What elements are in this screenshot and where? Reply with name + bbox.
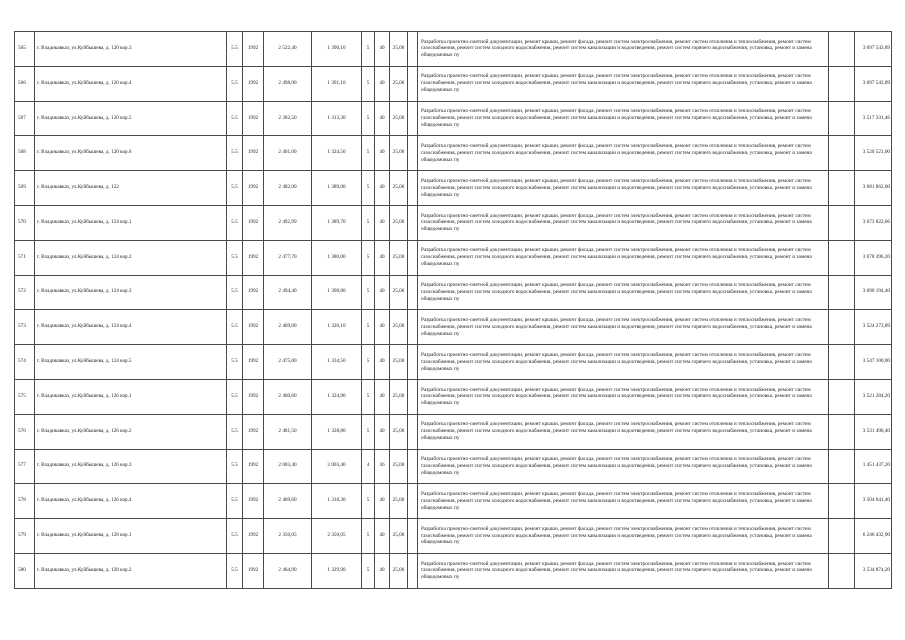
rate-cell: 25,00 [390, 484, 408, 519]
wall-material-cell: 5.5 [227, 414, 243, 449]
cost-cell: 3 524 273,89 [855, 310, 892, 345]
cost-cell: 6 246 432,90 [855, 519, 892, 554]
apartments-cell: 40 [375, 519, 390, 554]
cost-cell: 3 531 490,40 [855, 414, 892, 449]
empty-cell [829, 414, 855, 449]
empty-cell [829, 275, 855, 310]
floors-cell: 5 [362, 136, 375, 171]
total-area-cell: 2 382,50 [264, 101, 312, 136]
row-number: 576 [15, 414, 35, 449]
living-area-cell: 1 329,90 [312, 553, 362, 588]
living-area-cell: 1 389,70 [312, 205, 362, 240]
table-row [15, 240, 892, 275]
year-cell: 1992 [243, 275, 264, 310]
floors-cell: 5 [362, 310, 375, 345]
living-area-cell: 1 313,30 [312, 101, 362, 136]
wall-material-cell: 5.5 [227, 66, 243, 101]
row-number: 566 [15, 66, 35, 101]
cost-cell: 3 697 543,89 [855, 32, 892, 67]
address-cell: г. Владикавказ, ул.Куйбышева, д. 122 [35, 171, 227, 206]
empty-cell [829, 519, 855, 554]
address-cell: г. Владикавказ, ул.Куйбышева, д. 124 кор.5 [35, 345, 227, 380]
apartments-cell: 40 [375, 275, 390, 310]
year-cell: 1992 [243, 345, 264, 380]
apartments-cell: 40 [375, 101, 390, 136]
empty-cell [408, 449, 418, 484]
floors-cell: 5 [362, 553, 375, 588]
empty-cell [829, 240, 855, 275]
empty-cell [408, 32, 418, 67]
total-area-cell: 2 498,00 [264, 66, 312, 101]
row-number: 571 [15, 240, 35, 275]
year-cell: 1992 [243, 171, 264, 206]
row-number: 570 [15, 205, 35, 240]
works-cell: Разработка проектно-сметной документации, ремонт крыши, ремонт фасада, ремонт систем электроснабжения, ремонт систем отопления и теплоснабжения, ремонт систем газоснабжения, ремонт систем холодного водоснабжения, ремонт систем канализации и водоотведения, ремонт систем горячего водоснабжения, установка, ремонт и замена общедомовых пу [418, 484, 829, 519]
living-area-cell: 2 003,40 [312, 449, 362, 484]
cost-cell: 3 534 874,20 [855, 553, 892, 588]
table-row [15, 310, 892, 345]
empty-cell [408, 136, 418, 171]
apartments-cell: 36 [375, 449, 390, 484]
works-cell: Разработка проектно-сметной документации, ремонт крыши, ремонт фасада, ремонт систем электроснабжения, ремонт систем отопления и теплоснабжения, ремонт систем газоснабжения, ремонт систем холодного водоснабжения, ремонт систем канализации и водоотведения, ремонт систем горячего водоснабжения, установка, ремонт и замена общедомовых пу [418, 32, 829, 67]
living-area-cell: 1 326,10 [312, 310, 362, 345]
capital-repair-table [14, 31, 892, 589]
address-cell: г. Владикавказ, ул.Куйбышева, д. 120 кор.5 [35, 101, 227, 136]
address-cell: г. Владикавказ, ул.Куйбышева, д. 128 кор.1 [35, 519, 227, 554]
cost-cell: 3 520 521,00 [855, 136, 892, 171]
cost-cell: 3 697 543,89 [855, 66, 892, 101]
empty-cell [408, 379, 418, 414]
rate-cell: 25,00 [390, 240, 408, 275]
empty-cell [829, 66, 855, 101]
wall-material-cell: 5.5 [227, 449, 243, 484]
table-row [15, 519, 892, 554]
rate-cell: 25,00 [390, 275, 408, 310]
apartments-cell: 40 [375, 32, 390, 67]
floors-cell: 5 [362, 414, 375, 449]
table-row [15, 101, 892, 136]
works-cell: Разработка проектно-сметной документации, ремонт крыши, ремонт фасада, ремонт систем электроснабжения, ремонт систем отопления и теплоснабжения, ремонт систем газоснабжения, ремонт систем холодного водоснабжения, ремонт систем канализации и водоотведения, ремонт систем горячего водоснабжения, установка, ремонт и замена общедомовых пу [418, 171, 829, 206]
year-cell: 1992 [243, 414, 264, 449]
apartments-cell: 40 [375, 553, 390, 588]
empty-cell [829, 32, 855, 67]
works-cell: Разработка проектно-сметной документации, ремонт крыши, ремонт фасада, ремонт систем электроснабжения, ремонт систем отопления и теплоснабжения, ремонт систем газоснабжения, ремонт систем холодного водоснабжения, ремонт систем канализации и водоотведения, ремонт систем горячего водоснабжения, установка, ремонт и замена общедомовых пу [418, 101, 829, 136]
living-area-cell: 1 380,00 [312, 240, 362, 275]
empty-cell [829, 205, 855, 240]
cost-cell: 1 451 437,20 [855, 449, 892, 484]
floors-cell: 5 [362, 32, 375, 67]
address-cell: г. Владикавказ, ул.Куйбышева, д. 126 кор.4 [35, 484, 227, 519]
table-row [15, 379, 892, 414]
table-row [15, 136, 892, 171]
empty-cell [408, 171, 418, 206]
row-number: 573 [15, 310, 35, 345]
empty-cell [408, 275, 418, 310]
living-area-cell: 1 391,10 [312, 66, 362, 101]
total-area-cell: 2 481,50 [264, 414, 312, 449]
empty-cell [829, 449, 855, 484]
works-cell: Разработка проектно-сметной документации, ремонт крыши, ремонт фасада, ремонт систем электроснабжения, ремонт систем отопления и теплоснабжения, ремонт систем газоснабжения, ремонт систем холодного водоснабжения, ремонт систем канализации и водоотведения, ремонт систем горячего водоснабжения, установка, ремонт и замена общедомовых пу [418, 519, 829, 554]
living-area-cell: 1 324,50 [312, 136, 362, 171]
wall-material-cell: 5.5 [227, 379, 243, 414]
rate-cell: 25,00 [390, 66, 408, 101]
rate-cell: 25,00 [390, 345, 408, 380]
table-row [15, 553, 892, 588]
wall-material-cell: 5.5 [227, 171, 243, 206]
floors-cell: 5 [362, 484, 375, 519]
address-cell: г. Владикавказ, ул.Куйбышева, д. 124 кор.4 [35, 310, 227, 345]
address-cell: г. Владикавказ, ул.Куйбышева, д. 126 кор.1 [35, 379, 227, 414]
address-cell: г. Владикавказ, ул.Куйбышева, д. 120 кор.6 [35, 136, 227, 171]
works-cell: Разработка проектно-сметной документации, ремонт крыши, ремонт фасада, ремонт систем электроснабжения, ремонт систем отопления и теплоснабжения, ремонт систем газоснабжения, ремонт систем холодного водоснабжения, ремонт систем канализации и водоотведения, ремонт систем горячего водоснабжения, установка, ремонт и замена общедомовых пу [418, 275, 829, 310]
total-area-cell: 2 477,70 [264, 240, 312, 275]
empty-cell [829, 553, 855, 588]
row-number: 580 [15, 553, 35, 588]
year-cell: 1992 [243, 101, 264, 136]
address-cell: г. Владикавказ, ул.Куйбышева, д. 124 кор.2 [35, 240, 227, 275]
total-area-cell: 2 469,60 [264, 484, 312, 519]
wall-material-cell: 5.5 [227, 205, 243, 240]
address-cell: г. Владикавказ, ул.Куйбышева, д. 126 кор.3 [35, 449, 227, 484]
year-cell: 1992 [243, 66, 264, 101]
living-area-cell: 1 334,50 [312, 345, 362, 380]
address-cell: г. Владикавказ, ул.Куйбышева, д. 124 кор.3 [35, 275, 227, 310]
wall-material-cell: 5.5 [227, 310, 243, 345]
cost-cell: 3 504 041,40 [855, 484, 892, 519]
works-cell: Разработка проектно-сметной документации, ремонт крыши, ремонт фасада, ремонт систем электроснабжения, ремонт систем отопления и теплоснабжения, ремонт систем газоснабжения, ремонт систем холодного водоснабжения, ремонт систем канализации и водоотведения, ремонт систем горячего водоснабжения, установка, ремонт и замена общедомовых пу [418, 449, 829, 484]
apartments-cell: 40 [375, 345, 390, 380]
row-number: 574 [15, 345, 35, 380]
table-row [15, 275, 892, 310]
rate-cell: 25,00 [390, 171, 408, 206]
floors-cell: 4 [362, 449, 375, 484]
year-cell: 1992 [243, 32, 264, 67]
floors-cell: 5 [362, 379, 375, 414]
cost-cell: 3 521 284,20 [855, 379, 892, 414]
wall-material-cell: 5.5 [227, 136, 243, 171]
rate-cell: 25,00 [390, 449, 408, 484]
cost-cell: 3 673 822,66 [855, 205, 892, 240]
rate-cell: 25,00 [390, 32, 408, 67]
row-number: 578 [15, 484, 35, 519]
empty-cell [829, 484, 855, 519]
works-cell: Разработка проектно-сметной документации, ремонт крыши, ремонт фасада, ремонт систем электроснабжения, ремонт систем отопления и теплоснабжения, ремонт систем газоснабжения, ремонт систем холодного водоснабжения, ремонт систем канализации и водоотведения, ремонт систем горячего водоснабжения, установка, ремонт и замена общедомовых пу [418, 414, 829, 449]
year-cell: 1992 [243, 310, 264, 345]
rate-cell: 25,00 [390, 310, 408, 345]
table-row [15, 345, 892, 380]
wall-material-cell: 5.5 [227, 484, 243, 519]
wall-material-cell: 5.5 [227, 345, 243, 380]
table-row [15, 32, 892, 67]
living-area-cell: 2 350,05 [312, 519, 362, 554]
rate-cell: 25,00 [390, 414, 408, 449]
row-number: 569 [15, 171, 35, 206]
empty-cell [829, 345, 855, 380]
year-cell: 1992 [243, 484, 264, 519]
cost-cell: 3 517 331,46 [855, 101, 892, 136]
empty-cell [408, 310, 418, 345]
works-cell: Разработка проектно-сметной документации, ремонт крыши, ремонт фасада, ремонт систем электроснабжения, ремонт систем отопления и теплоснабжения, ремонт систем газоснабжения, ремонт систем холодного водоснабжения, ремонт систем канализации и водоотведения, ремонт систем горячего водоснабжения, установка, ремонт и замена общедомовых пу [418, 240, 829, 275]
rate-cell: 25,00 [390, 379, 408, 414]
floors-cell: 5 [362, 275, 375, 310]
row-number: 565 [15, 32, 35, 67]
works-cell: Разработка проектно-сметной документации, ремонт крыши, ремонт фасада, ремонт систем электроснабжения, ремонт систем отопления и теплоснабжения, ремонт систем газоснабжения, ремонт систем холодного водоснабжения, ремонт систем канализации и водоотведения, ремонт систем горячего водоснабжения, установка, ремонт и замена общедомовых пу [418, 310, 829, 345]
year-cell: 1992 [243, 379, 264, 414]
works-cell: Разработка проектно-сметной документации, ремонт крыши, ремонт фасада, ремонт систем электроснабжения, ремонт систем отопления и теплоснабжения, ремонт систем газоснабжения, ремонт систем холодного водоснабжения, ремонт систем канализации и водоотведения, ремонт систем горячего водоснабжения, установка, ремонт и замена общедомовых пу [418, 66, 829, 101]
empty-cell [408, 101, 418, 136]
apartments-cell: 40 [375, 484, 390, 519]
wall-material-cell: 5.5 [227, 101, 243, 136]
empty-cell [829, 101, 855, 136]
floors-cell: 5 [362, 240, 375, 275]
empty-cell [408, 414, 418, 449]
total-area-cell: 2 464,90 [264, 553, 312, 588]
wall-material-cell: 5.5 [227, 240, 243, 275]
living-area-cell: 1 324,90 [312, 379, 362, 414]
total-area-cell: 2 482,00 [264, 171, 312, 206]
empty-cell [829, 136, 855, 171]
empty-cell [408, 66, 418, 101]
empty-cell [829, 171, 855, 206]
cost-cell: 3 547 100,00 [855, 345, 892, 380]
total-area-cell: 2 494,40 [264, 275, 312, 310]
rate-cell: 25,00 [390, 519, 408, 554]
cost-cell: 3 681 862,00 [855, 171, 892, 206]
table-row [15, 205, 892, 240]
table-row [15, 66, 892, 101]
living-area-cell: 1 398,80 [312, 275, 362, 310]
total-area-cell: 2 469,00 [264, 310, 312, 345]
living-area-cell: 1 318,30 [312, 484, 362, 519]
empty-cell [408, 240, 418, 275]
works-cell: Разработка проектно-сметной документации, ремонт крыши, ремонт фасада, ремонт систем электроснабжения, ремонт систем отопления и теплоснабжения, ремонт систем газоснабжения, ремонт систем холодного водоснабжения, ремонт систем канализации и водоотведения, ремонт систем горячего водоснабжения, установка, ремонт и замена общедомовых пу [418, 553, 829, 588]
floors-cell: 5 [362, 66, 375, 101]
year-cell: 1992 [243, 136, 264, 171]
row-number: 577 [15, 449, 35, 484]
apartments-cell: 40 [375, 66, 390, 101]
works-cell: Разработка проектно-сметной документации, ремонт крыши, ремонт фасада, ремонт систем электроснабжения, ремонт систем отопления и теплоснабжения, ремонт систем газоснабжения, ремонт систем холодного водоснабжения, ремонт систем канализации и водоотведения, ремонт систем горячего водоснабжения, установка, ремонт и замена общедомовых пу [418, 205, 829, 240]
total-area-cell: 2 003,40 [264, 449, 312, 484]
total-area-cell: 2 475,00 [264, 345, 312, 380]
empty-cell [829, 379, 855, 414]
empty-cell [408, 484, 418, 519]
floors-cell: 5 [362, 171, 375, 206]
floors-cell: 5 [362, 519, 375, 554]
floors-cell: 5 [362, 345, 375, 380]
total-area-cell: 2 401,00 [264, 136, 312, 171]
apartments-cell: 40 [375, 205, 390, 240]
address-cell: г. Владикавказ, ул.Куйбышева, д. 126 кор.2 [35, 414, 227, 449]
wall-material-cell: 5.5 [227, 519, 243, 554]
year-cell: 1992 [243, 519, 264, 554]
rate-cell: 25,00 [390, 205, 408, 240]
works-cell: Разработка проектно-сметной документации, ремонт крыши, ремонт фасада, ремонт систем электроснабжения, ремонт систем отопления и теплоснабжения, ремонт систем газоснабжения, ремонт систем холодного водоснабжения, ремонт систем канализации и водоотведения, ремонт систем горячего водоснабжения, установка, ремонт и замена общедомовых пу [418, 379, 829, 414]
address-cell: г. Владикавказ, ул.Куйбышева, д. 128 кор.2 [35, 553, 227, 588]
rate-cell: 25,00 [390, 136, 408, 171]
cost-cell: 3 678 396,20 [855, 240, 892, 275]
apartments-cell: 40 [375, 310, 390, 345]
wall-material-cell: 5.5 [227, 553, 243, 588]
year-cell: 1992 [243, 449, 264, 484]
apartments-cell: 40 [375, 379, 390, 414]
empty-cell [408, 519, 418, 554]
works-cell: Разработка проектно-сметной документации, ремонт крыши, ремонт фасада, ремонт систем электроснабжения, ремонт систем отопления и теплоснабжения, ремонт систем газоснабжения, ремонт систем холодного водоснабжения, ремонт систем канализации и водоотведения, ремонт систем горячего водоснабжения, установка, ремонт и замена общедомовых пу [418, 345, 829, 380]
apartments-cell: 40 [375, 414, 390, 449]
table-row [15, 484, 892, 519]
living-area-cell: 1 328,80 [312, 414, 362, 449]
empty-cell [408, 345, 418, 380]
row-number: 572 [15, 275, 35, 310]
works-cell: Разработка проектно-сметной документации, ремонт крыши, ремонт фасада, ремонт систем электроснабжения, ремонт систем отопления и теплоснабжения, ремонт систем газоснабжения, ремонт систем холодного водоснабжения, ремонт систем канализации и водоотведения, ремонт систем горячего водоснабжения, установка, ремонт и замена общедомовых пу [418, 136, 829, 171]
living-area-cell: 1 389,00 [312, 171, 362, 206]
wall-material-cell: 5.5 [227, 275, 243, 310]
apartments-cell: 40 [375, 240, 390, 275]
table-body [15, 32, 892, 589]
rate-cell: 25,00 [390, 553, 408, 588]
row-number: 579 [15, 519, 35, 554]
empty-cell [408, 205, 418, 240]
apartments-cell: 40 [375, 171, 390, 206]
table-row [15, 414, 892, 449]
row-number: 568 [15, 136, 35, 171]
apartments-cell: 40 [375, 136, 390, 171]
row-number: 575 [15, 379, 35, 414]
year-cell: 1992 [243, 553, 264, 588]
total-area-cell: 2 522,40 [264, 32, 312, 67]
year-cell: 1992 [243, 205, 264, 240]
floors-cell: 5 [362, 101, 375, 136]
address-cell: г. Владикавказ, ул.Куйбышева, д. 120 кор.3 [35, 32, 227, 67]
total-area-cell: 2 350,05 [264, 519, 312, 554]
empty-cell [408, 553, 418, 588]
table-row [15, 449, 892, 484]
total-area-cell: 2 460,60 [264, 379, 312, 414]
table-row [15, 171, 892, 206]
wall-material-cell: 5.5 [227, 32, 243, 67]
living-area-cell: 1 390,10 [312, 32, 362, 67]
floors-cell: 5 [362, 205, 375, 240]
rate-cell: 25,00 [390, 101, 408, 136]
address-cell: г. Владикавказ, ул.Куйбышева, д. 124 кор.1 [35, 205, 227, 240]
row-number: 567 [15, 101, 35, 136]
cost-cell: 3 690 194,40 [855, 275, 892, 310]
year-cell: 1992 [243, 240, 264, 275]
empty-cell [829, 310, 855, 345]
total-area-cell: 2 492,99 [264, 205, 312, 240]
address-cell: г. Владикавказ, ул.Куйбышева, д. 120 кор.4 [35, 66, 227, 101]
